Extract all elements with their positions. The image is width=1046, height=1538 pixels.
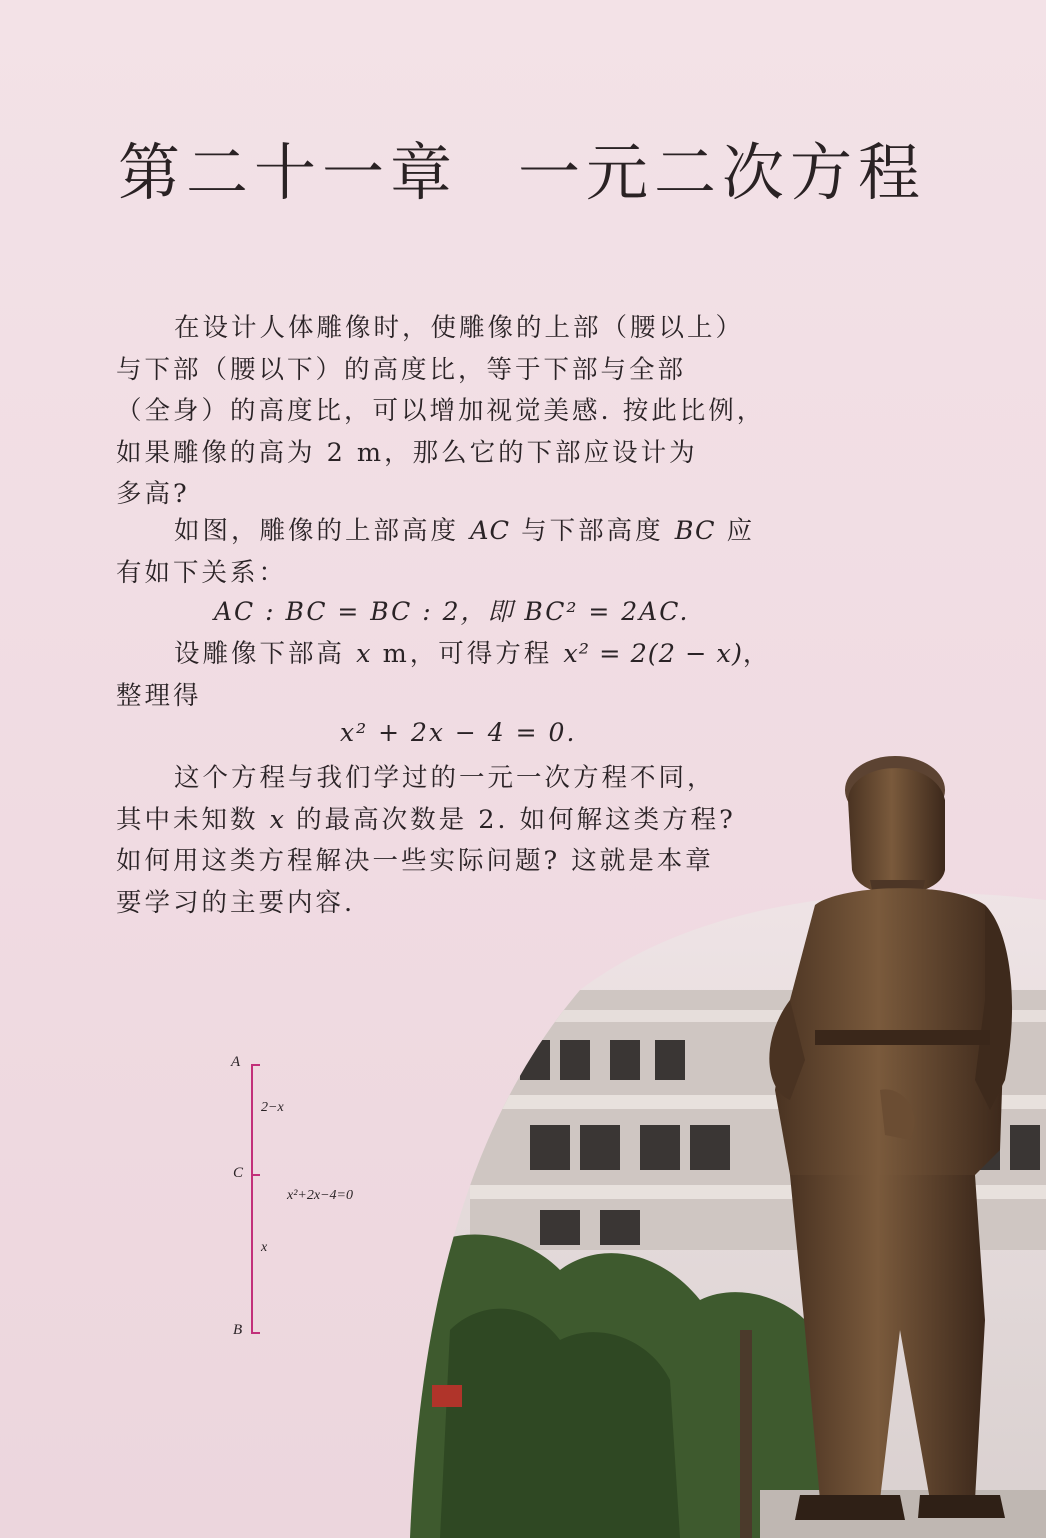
math-equation: x² = 2(2 − x) (563, 639, 743, 669)
tick-c (251, 1174, 260, 1176)
ratio-equation: AC : BC = BC : 2，即 BC² = 2AC. (214, 597, 690, 626)
diagram-equation: x²+2x−4=0 (287, 1188, 353, 1203)
intro-paragraph-1 (116, 308, 766, 516)
text-segment: 设雕像下部高 (174, 639, 357, 669)
chapter-title (118, 128, 978, 218)
label-c: C (233, 1165, 244, 1181)
segment-line (251, 1064, 253, 1334)
text-line: 有如下关系： (116, 557, 288, 588)
text-line: （全身）的高度比，可以增加视觉美感. 按此比例， (116, 396, 766, 426)
intro-paragraph-2 (116, 511, 756, 594)
text-segment: 的最高次数是 2. 如何解这类方程? (285, 804, 736, 835)
intro-paragraph-3 (116, 634, 772, 717)
label-a: A (231, 1054, 241, 1070)
math-x: x (269, 804, 285, 835)
text-segment: 与下部高度 (510, 516, 675, 546)
intro-paragraph-4 (116, 758, 756, 924)
text-line: 多高? (116, 479, 190, 509)
segment-diagram (225, 1050, 425, 1350)
text-segment: m，可得方程 (371, 639, 564, 669)
label-x: x (261, 1240, 268, 1255)
text-line: 要学习的主要内容. (116, 887, 356, 918)
text-line: 这个方程与我们学过的一元一次方程不同， (174, 763, 716, 793)
text-line: 如果雕像的高为 2 m，那么它的下部应设计为 (116, 437, 698, 468)
text-segment: 应 (715, 516, 756, 546)
label-2-minus-x: 2−x (261, 1100, 284, 1115)
text-segment: 如图，雕像的上部高度 (174, 516, 471, 546)
text-line: 整理得 (116, 680, 202, 711)
label-b: B (233, 1322, 243, 1338)
text-segment: ， (742, 639, 772, 669)
math-x: x (356, 639, 372, 669)
text-line: 与下部（腰以下）的高度比，等于下部与全部 (116, 354, 687, 385)
chapter-name: 一元二次方程 (518, 136, 927, 209)
math-bc: BC (674, 516, 716, 546)
text-line: 在设计人体雕像时，使雕像的上部（腰以上） (174, 313, 745, 343)
quadratic-equation: x² + 2x − 4 = 0. (340, 718, 577, 747)
math-ac: AC (470, 516, 511, 546)
tick-a (251, 1064, 260, 1066)
text-segment: 其中未知数 (116, 804, 270, 835)
text-line: 如何用这类方程解决一些实际问题? 这就是本章 (116, 846, 714, 876)
chapter-number: 第二十一章 (118, 136, 459, 209)
tick-b (251, 1332, 260, 1334)
